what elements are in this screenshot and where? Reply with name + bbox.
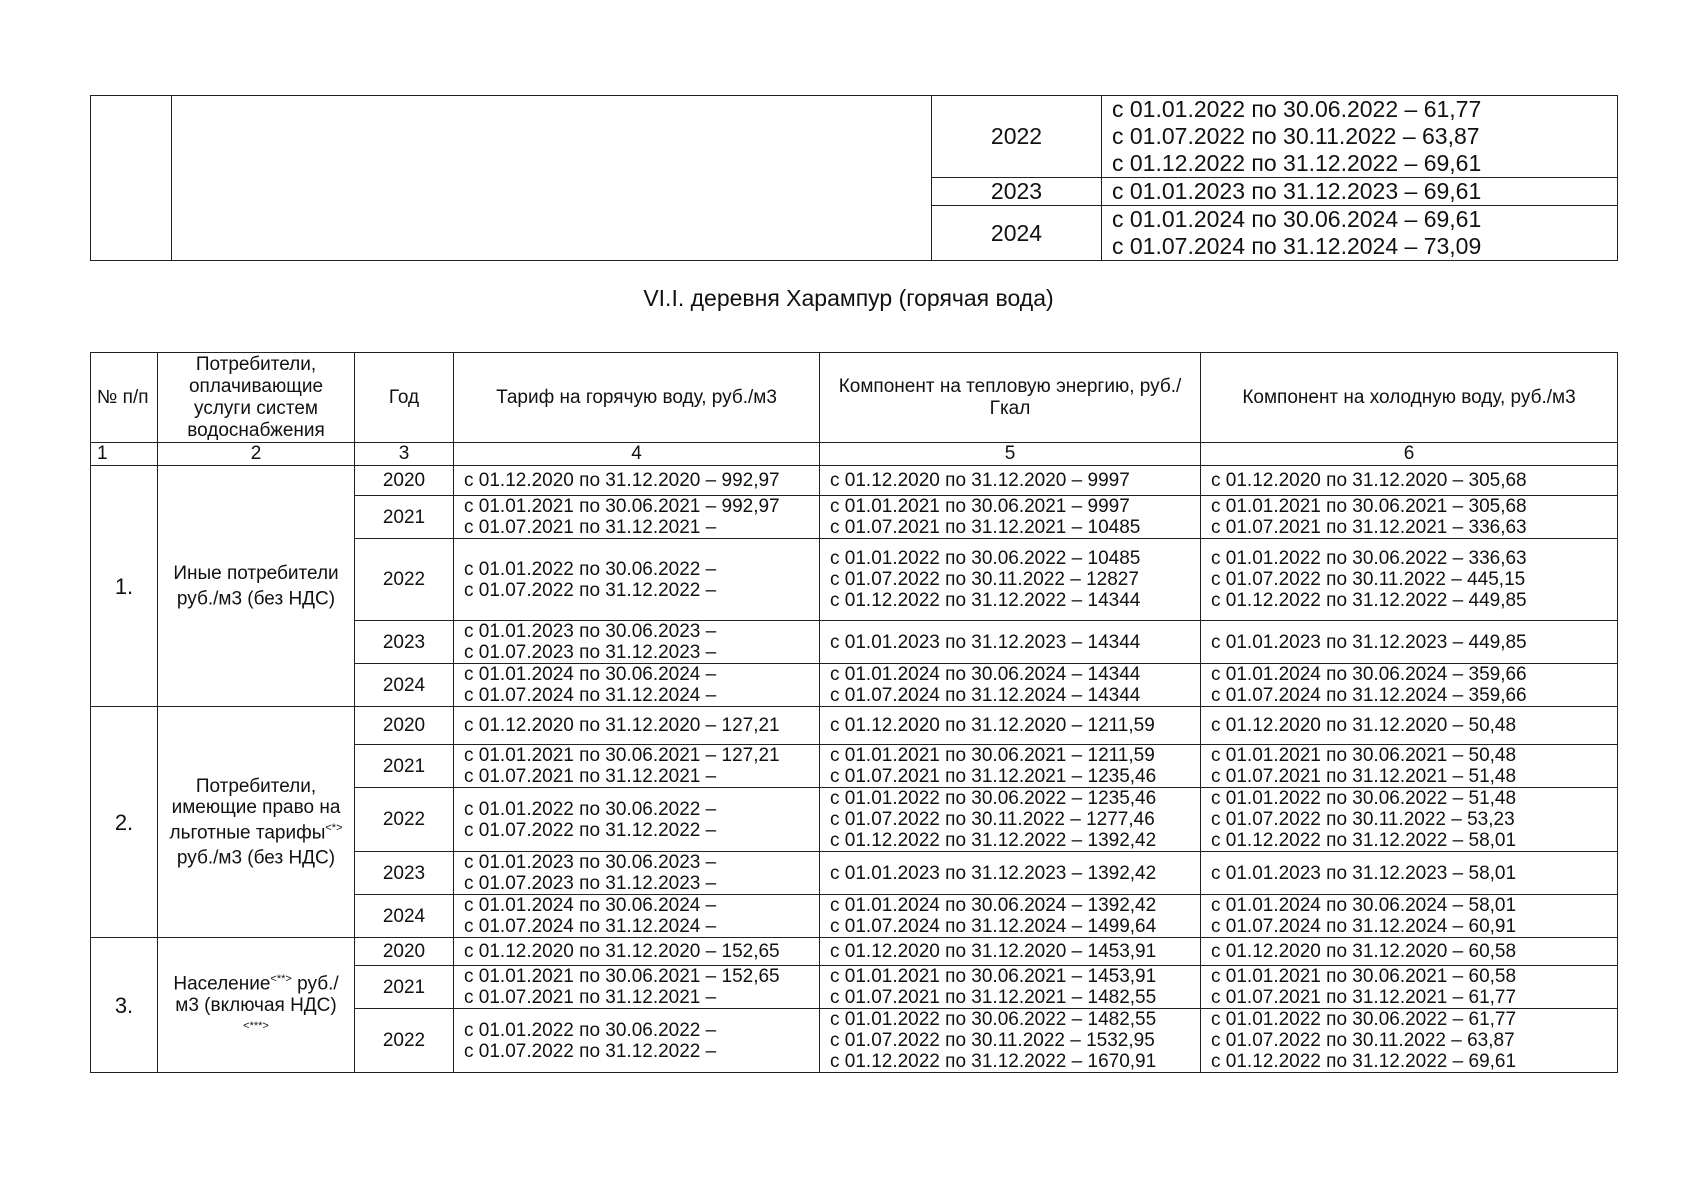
cold-water-component-cell [1201,895,1618,938]
cell-line: с 01.07.2021 по 31.12.2021 – 1482,55 [830,987,1157,1008]
hot-water-tariff-cell [454,1009,820,1073]
cell-line: с 01.07.2022 по 30.11.2022 – 53,23 [1211,809,1515,830]
cell-line: с 01.07.2022 по 31.12.2022 – [464,819,717,841]
hot-water-tariff-cell [454,745,820,788]
row-number: 1. [91,466,158,707]
header-hot-water-tariff: Тариф на горячую воду, руб./м3 [454,353,820,443]
header-row [91,353,1618,443]
cell-line: с 01.01.2023 по 31.12.2023 – 1392,42 [830,862,1157,884]
cell-line: с 01.01.2023 по 31.12.2023 – 69,61 [1112,178,1482,204]
hot-water-tariff-cell [454,966,820,1009]
cell-line: с 01.01.2022 по 30.06.2022 – [464,798,717,820]
empty-num-cell [91,96,172,261]
col-number: 4 [454,443,820,466]
cell-line: с 01.07.2024 по 31.12.2024 – 359,66 [1211,685,1527,706]
header-heat-component: Компонент на тепловую энергию, руб./Гкал [820,353,1201,443]
cell-line: с 01.01.2022 по 30.06.2022 – 10485 [830,548,1141,569]
cell-line: с 01.01.2023 по 31.12.2023 – 449,85 [1211,631,1527,653]
cell-line: с 01.12.2020 по 31.12.2020 – 60,58 [1211,941,1517,962]
year-cell: 2024 [932,206,1102,261]
cold-water-component-cell [1201,852,1618,895]
cell-line: с 01.12.2020 по 31.12.2020 – 50,48 [1211,715,1517,736]
cell-line: с 01.01.2022 по 30.06.2022 – 1235,46 [830,788,1157,809]
heat-component-cell [820,621,1201,664]
header-year: Год [355,353,454,443]
header-num: № п/п [91,353,158,443]
cell-line: с 01.07.2022 по 31.12.2022 – [464,579,717,601]
cell-line: с 01.12.2022 по 31.12.2022 – 449,85 [1211,590,1527,611]
hot-water-tariff-cell [454,539,820,621]
cold-water-component-cell [1201,788,1618,852]
column-number-row [91,443,1618,466]
year-cell: 2021 [355,745,454,788]
cell-line: с 01.12.2020 по 31.12.2020 – 9997 [830,470,1130,491]
cell-line: с 01.01.2022 по 30.06.2022 – [464,1019,717,1041]
cell-line: с 01.07.2024 по 31.12.2024 – 1499,64 [830,916,1157,937]
col-number: 6 [1201,443,1618,466]
cell-line: с 01.07.2022 по 30.11.2022 – 1532,95 [830,1030,1155,1051]
row-number: 3. [91,938,158,1073]
tariff-row [91,96,1618,178]
heat-component-cell [820,788,1201,852]
table-row [91,707,1618,745]
cell-line: с 01.12.2020 по 31.12.2020 – 305,68 [1211,470,1527,491]
hot-water-tariff-cell [454,852,820,895]
cold-water-component-cell [1201,621,1618,664]
cell-line: с 01.01.2023 по 30.06.2023 – [464,621,717,642]
cell-line: с 01.07.2022 по 30.11.2022 – 63,87 [1112,123,1480,149]
cell-line: с 01.07.2021 по 31.12.2021 – 51,48 [1211,766,1517,787]
heat-component-cell [820,745,1201,788]
hot-water-tariff-cell [454,788,820,852]
heat-component-cell [820,938,1201,966]
empty-consumer-cell [172,96,932,261]
heat-component-cell [820,539,1201,621]
cell-line: с 01.01.2024 по 30.06.2024 – 359,66 [1211,664,1527,685]
cell-line: с 01.01.2021 по 30.06.2021 – 60,58 [1211,966,1517,987]
cell-line: с 01.12.2020 по 31.12.2020 – 152,65 [464,941,780,962]
cell-line: с 01.12.2020 по 31.12.2020 – 127,21 [464,715,780,736]
col-number: 3 [355,443,454,466]
col-number: 5 [820,443,1201,466]
year-cell: 2022 [932,96,1102,178]
cell-line: с 01.12.2020 по 31.12.2020 – 1453,91 [830,941,1157,962]
cell-line: с 01.01.2024 по 30.06.2024 – 69,61 [1112,206,1482,232]
cell-line: с 01.01.2022 по 30.06.2022 – 51,48 [1211,788,1517,809]
cell-line: с 01.07.2024 по 31.12.2024 – [464,685,717,706]
year-cell: 2023 [932,178,1102,206]
year-cell: 2022 [355,788,454,852]
cell-line: с 01.01.2022 по 30.06.2022 – 1482,55 [830,1009,1157,1030]
section-title: VI.I. деревня Харампур (горячая вода) [643,285,1054,311]
tariff-periods-cell [1102,178,1618,206]
cell-line: с 01.01.2021 по 30.06.2021 – 305,68 [1211,496,1527,517]
cold-water-component-cell [1201,1009,1618,1073]
cell-line: с 01.07.2024 по 31.12.2024 – 73,09 [1112,233,1482,259]
cell-line: с 01.01.2021 по 30.06.2021 – 127,21 [464,745,780,766]
consumer-unit-text: руб./м3 (без НДС) [176,847,336,869]
continued-tariff-table [90,95,1618,261]
year-cell: 2021 [355,496,454,539]
heat-component-cell [820,466,1201,496]
cell-line: с 01.07.2022 по 30.11.2022 – 63,87 [1211,1030,1515,1051]
cell-line: с 01.07.2024 по 31.12.2024 – 14344 [830,685,1141,706]
cell-line: с 01.07.2021 по 31.12.2021 – 336,63 [1211,517,1527,538]
cell-line: с 01.07.2023 по 31.12.2023 – [464,642,717,663]
hot-water-tariff-cell [454,664,820,707]
cell-line: с 01.01.2024 по 30.06.2024 – 58,01 [1211,895,1517,916]
cell-line: с 01.01.2021 по 30.06.2021 – 1211,59 [830,745,1155,766]
cell-line: с 01.07.2023 по 31.12.2023 – [464,873,717,894]
header-cold-water-component: Компонент на холодную воду, руб./м3 [1201,353,1618,443]
heat-component-cell [820,664,1201,707]
cell-line: с 01.07.2022 по 30.11.2022 – 445,15 [1211,569,1526,590]
year-cell: 2020 [355,707,454,745]
consumer-category [158,466,355,707]
cell-line: с 01.07.2022 по 30.11.2022 – 1277,46 [830,809,1155,830]
heat-component-cell [820,707,1201,745]
year-cell: 2023 [355,621,454,664]
cell-line: с 01.07.2021 по 31.12.2021 – 10485 [830,517,1141,538]
year-cell: 2020 [355,466,454,496]
cell-line: с 01.07.2024 по 31.12.2024 – 60,91 [1211,916,1517,937]
cold-water-component-cell [1201,707,1618,745]
cell-line: с 01.07.2021 по 31.12.2021 – [464,766,717,787]
cold-water-component-cell [1201,664,1618,707]
hot-water-tariff-cell [454,895,820,938]
tariff-periods-cell [1102,96,1618,178]
table-row [91,938,1618,966]
cell-line: с 01.01.2024 по 30.06.2024 – 1392,42 [830,895,1157,916]
year-cell: 2022 [355,1009,454,1073]
cell-line: с 01.01.2023 по 31.12.2023 – 58,01 [1211,862,1517,884]
cell-line: с 01.01.2023 по 30.06.2023 – [464,852,717,873]
cell-line: с 01.01.2022 по 30.06.2022 – 61,77 [1211,1009,1517,1030]
cell-line: с 01.07.2021 по 31.12.2021 – 1235,46 [830,766,1157,787]
cell-line: с 01.01.2024 по 30.06.2024 – [464,895,717,916]
cold-water-component-cell [1201,745,1618,788]
hot-water-tariff-cell [454,938,820,966]
heat-component-cell [820,852,1201,895]
cold-water-component-cell [1201,496,1618,539]
hot-water-tariff-cell [454,466,820,496]
hot-water-tariff-cell [454,621,820,664]
hot-water-tariff-table [90,352,1618,1073]
col-number: 1 [91,443,158,466]
cell-line: с 01.01.2022 по 30.06.2022 – 336,63 [1211,548,1527,569]
footnote-mark: <***> [243,1019,269,1032]
cell-line: с 01.12.2022 по 31.12.2022 – 69,61 [1112,150,1482,176]
cell-line: с 01.01.2023 по 31.12.2023 – 14344 [830,631,1141,653]
consumer-text: Потребители, имеющие право на льготные тарифы [169,775,341,843]
consumer-text: Население [173,973,271,995]
cold-water-component-cell [1201,966,1618,1009]
cell-line: с 01.01.2021 по 30.06.2021 – 1453,91 [830,966,1157,987]
hot-water-tariff-cell [454,707,820,745]
cell-line: с 01.01.2022 по 30.06.2022 – [464,558,717,580]
year-cell: 2020 [355,938,454,966]
cell-line: с 01.12.2022 по 31.12.2022 – 1392,42 [830,830,1157,851]
row-number: 2. [91,707,158,938]
consumer-text: Иные потребители руб./м3 (без НДС) [173,562,339,610]
hot-water-tariff-cell [454,496,820,539]
heat-component-cell [820,966,1201,1009]
consumer-category [158,707,355,938]
cell-line: с 01.07.2021 по 31.12.2021 – [464,517,717,538]
cell-line: с 01.12.2022 по 31.12.2022 – 69,61 [1211,1051,1517,1072]
year-cell: 2024 [355,664,454,707]
cell-line: с 01.01.2022 по 30.06.2022 – 61,77 [1112,96,1482,122]
cell-line: с 01.01.2024 по 30.06.2024 – 14344 [830,664,1141,685]
cell-line: с 01.07.2021 по 31.12.2021 – 61,77 [1211,987,1517,1008]
consumer-category [158,938,355,1073]
year-cell: 2022 [355,539,454,621]
cell-line: с 01.12.2020 по 31.12.2020 – 1211,59 [830,715,1155,736]
consumer-unit-text: руб./м3 (включая НДС) [175,973,339,1016]
cold-water-component-cell [1201,938,1618,966]
cell-line: с 01.01.2021 по 30.06.2021 – 992,97 [464,496,780,517]
cold-water-component-cell [1201,539,1618,621]
cell-line: с 01.07.2021 по 31.12.2021 – [464,987,717,1008]
cell-line: с 01.07.2022 по 30.11.2022 – 12827 [830,569,1139,590]
cell-line: с 01.07.2024 по 31.12.2024 – [464,916,717,937]
col-number: 2 [158,443,355,466]
tariff-periods-cell [1102,206,1618,261]
cell-line: с 01.12.2022 по 31.12.2022 – 14344 [830,590,1141,611]
footnote-mark: <**> [270,973,292,986]
cell-line: с 01.12.2022 по 31.12.2022 – 58,01 [1211,830,1517,851]
cold-water-component-cell [1201,466,1618,496]
cell-line: с 01.12.2020 по 31.12.2020 – 992,97 [464,470,780,491]
header-consumers: Потребители, оплачивающие услуги систем водоснабжения [158,353,355,443]
cell-line: с 01.01.2021 по 30.06.2021 – 9997 [830,496,1130,517]
heat-component-cell [820,496,1201,539]
cell-line: с 01.01.2021 по 30.06.2021 – 50,48 [1211,745,1517,766]
cell-line: с 01.07.2022 по 31.12.2022 – [464,1040,717,1062]
heat-component-cell [820,1009,1201,1073]
cell-line: с 01.01.2024 по 30.06.2024 – [464,664,717,685]
heat-component-cell [820,895,1201,938]
year-cell: 2024 [355,895,454,938]
cell-line: с 01.01.2021 по 30.06.2021 – 152,65 [464,966,780,987]
year-cell: 2021 [355,966,454,1009]
year-cell: 2023 [355,852,454,895]
table-row [91,466,1618,496]
footnote-mark: <*> [325,821,343,834]
cell-line: с 01.12.2022 по 31.12.2022 – 1670,91 [830,1051,1157,1072]
